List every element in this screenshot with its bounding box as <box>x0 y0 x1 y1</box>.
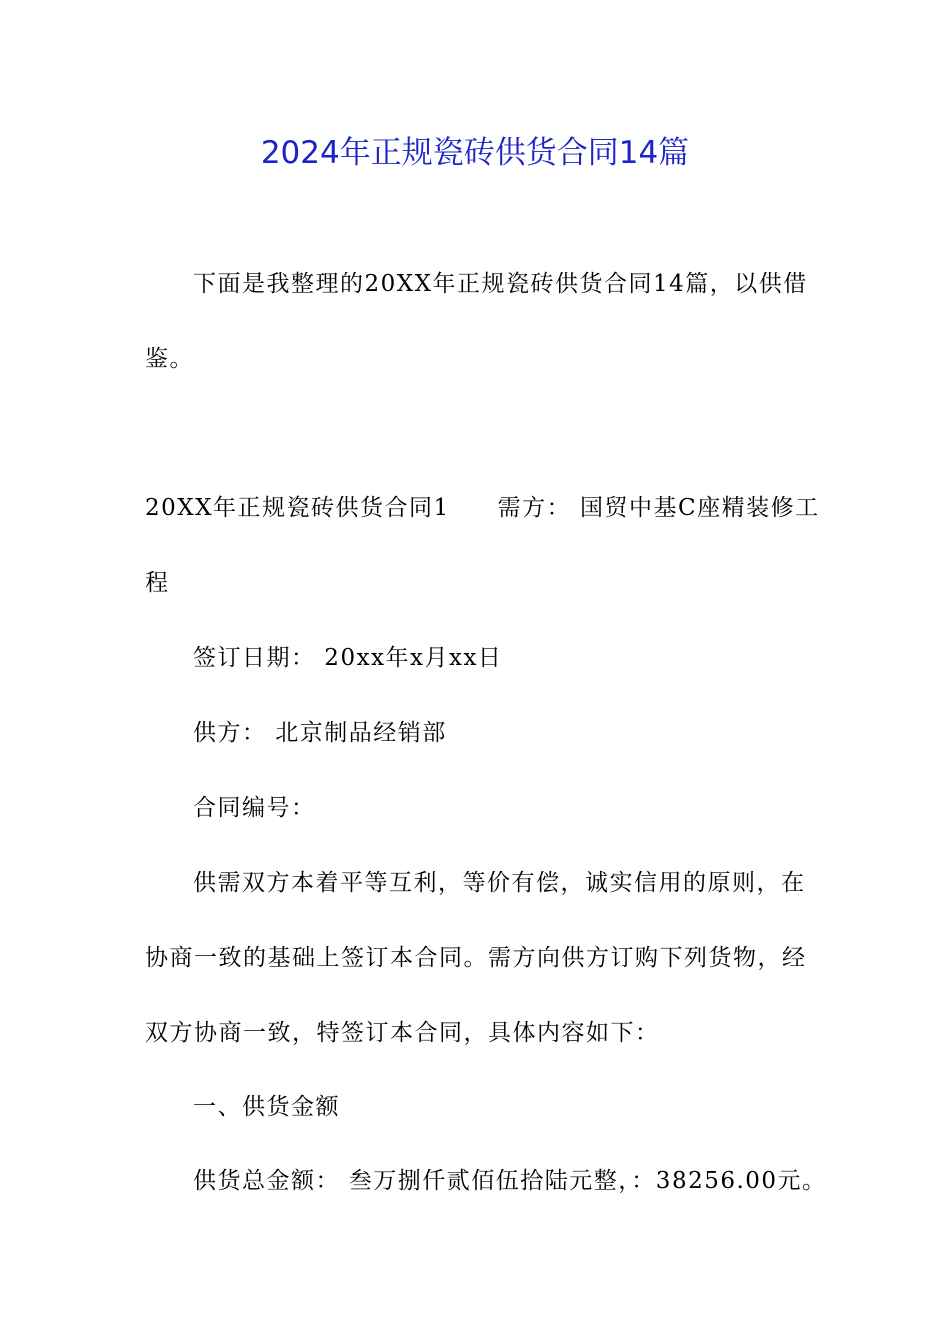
document-title: 2024年正规瓷砖供货合同14篇 <box>260 135 690 171</box>
body-paragraph-line-2: 协商一致的基础上签订本合同。需方向供方订购下列货物，经 <box>145 945 807 971</box>
body-paragraph-line-1: 供需双方本着平等互利，等价有偿，诚实信用的原则，在 <box>193 870 806 896</box>
intro-line-2: 鉴。 <box>145 346 194 372</box>
section-heading: 一、供货金额 <box>193 1094 340 1120</box>
contract-heading-line <box>145 490 820 526</box>
total-amount: 供货总金额： 叁万捌仟贰佰伍拾陆元整，：38256.00元。 <box>193 1168 827 1194</box>
body-paragraph-line-3: 双方协商一致，特签订本合同，具体内容如下： <box>145 1020 660 1046</box>
buyer-label: 需方： 国贸中基C座精装修工 <box>497 495 820 521</box>
contract-heading: 20XX年正规瓷砖供货合同1 <box>145 495 450 521</box>
supplier: 供方： 北京制品经销部 <box>193 720 447 746</box>
buyer-continued: 程 <box>145 570 170 596</box>
contract-number: 合同编号： <box>193 795 316 821</box>
intro-line-1: 下面是我整理的20XX年正规瓷砖供货合同14篇，以供借 <box>193 271 808 297</box>
sign-date: 签订日期： 20xx年x月xx日 <box>193 645 503 671</box>
